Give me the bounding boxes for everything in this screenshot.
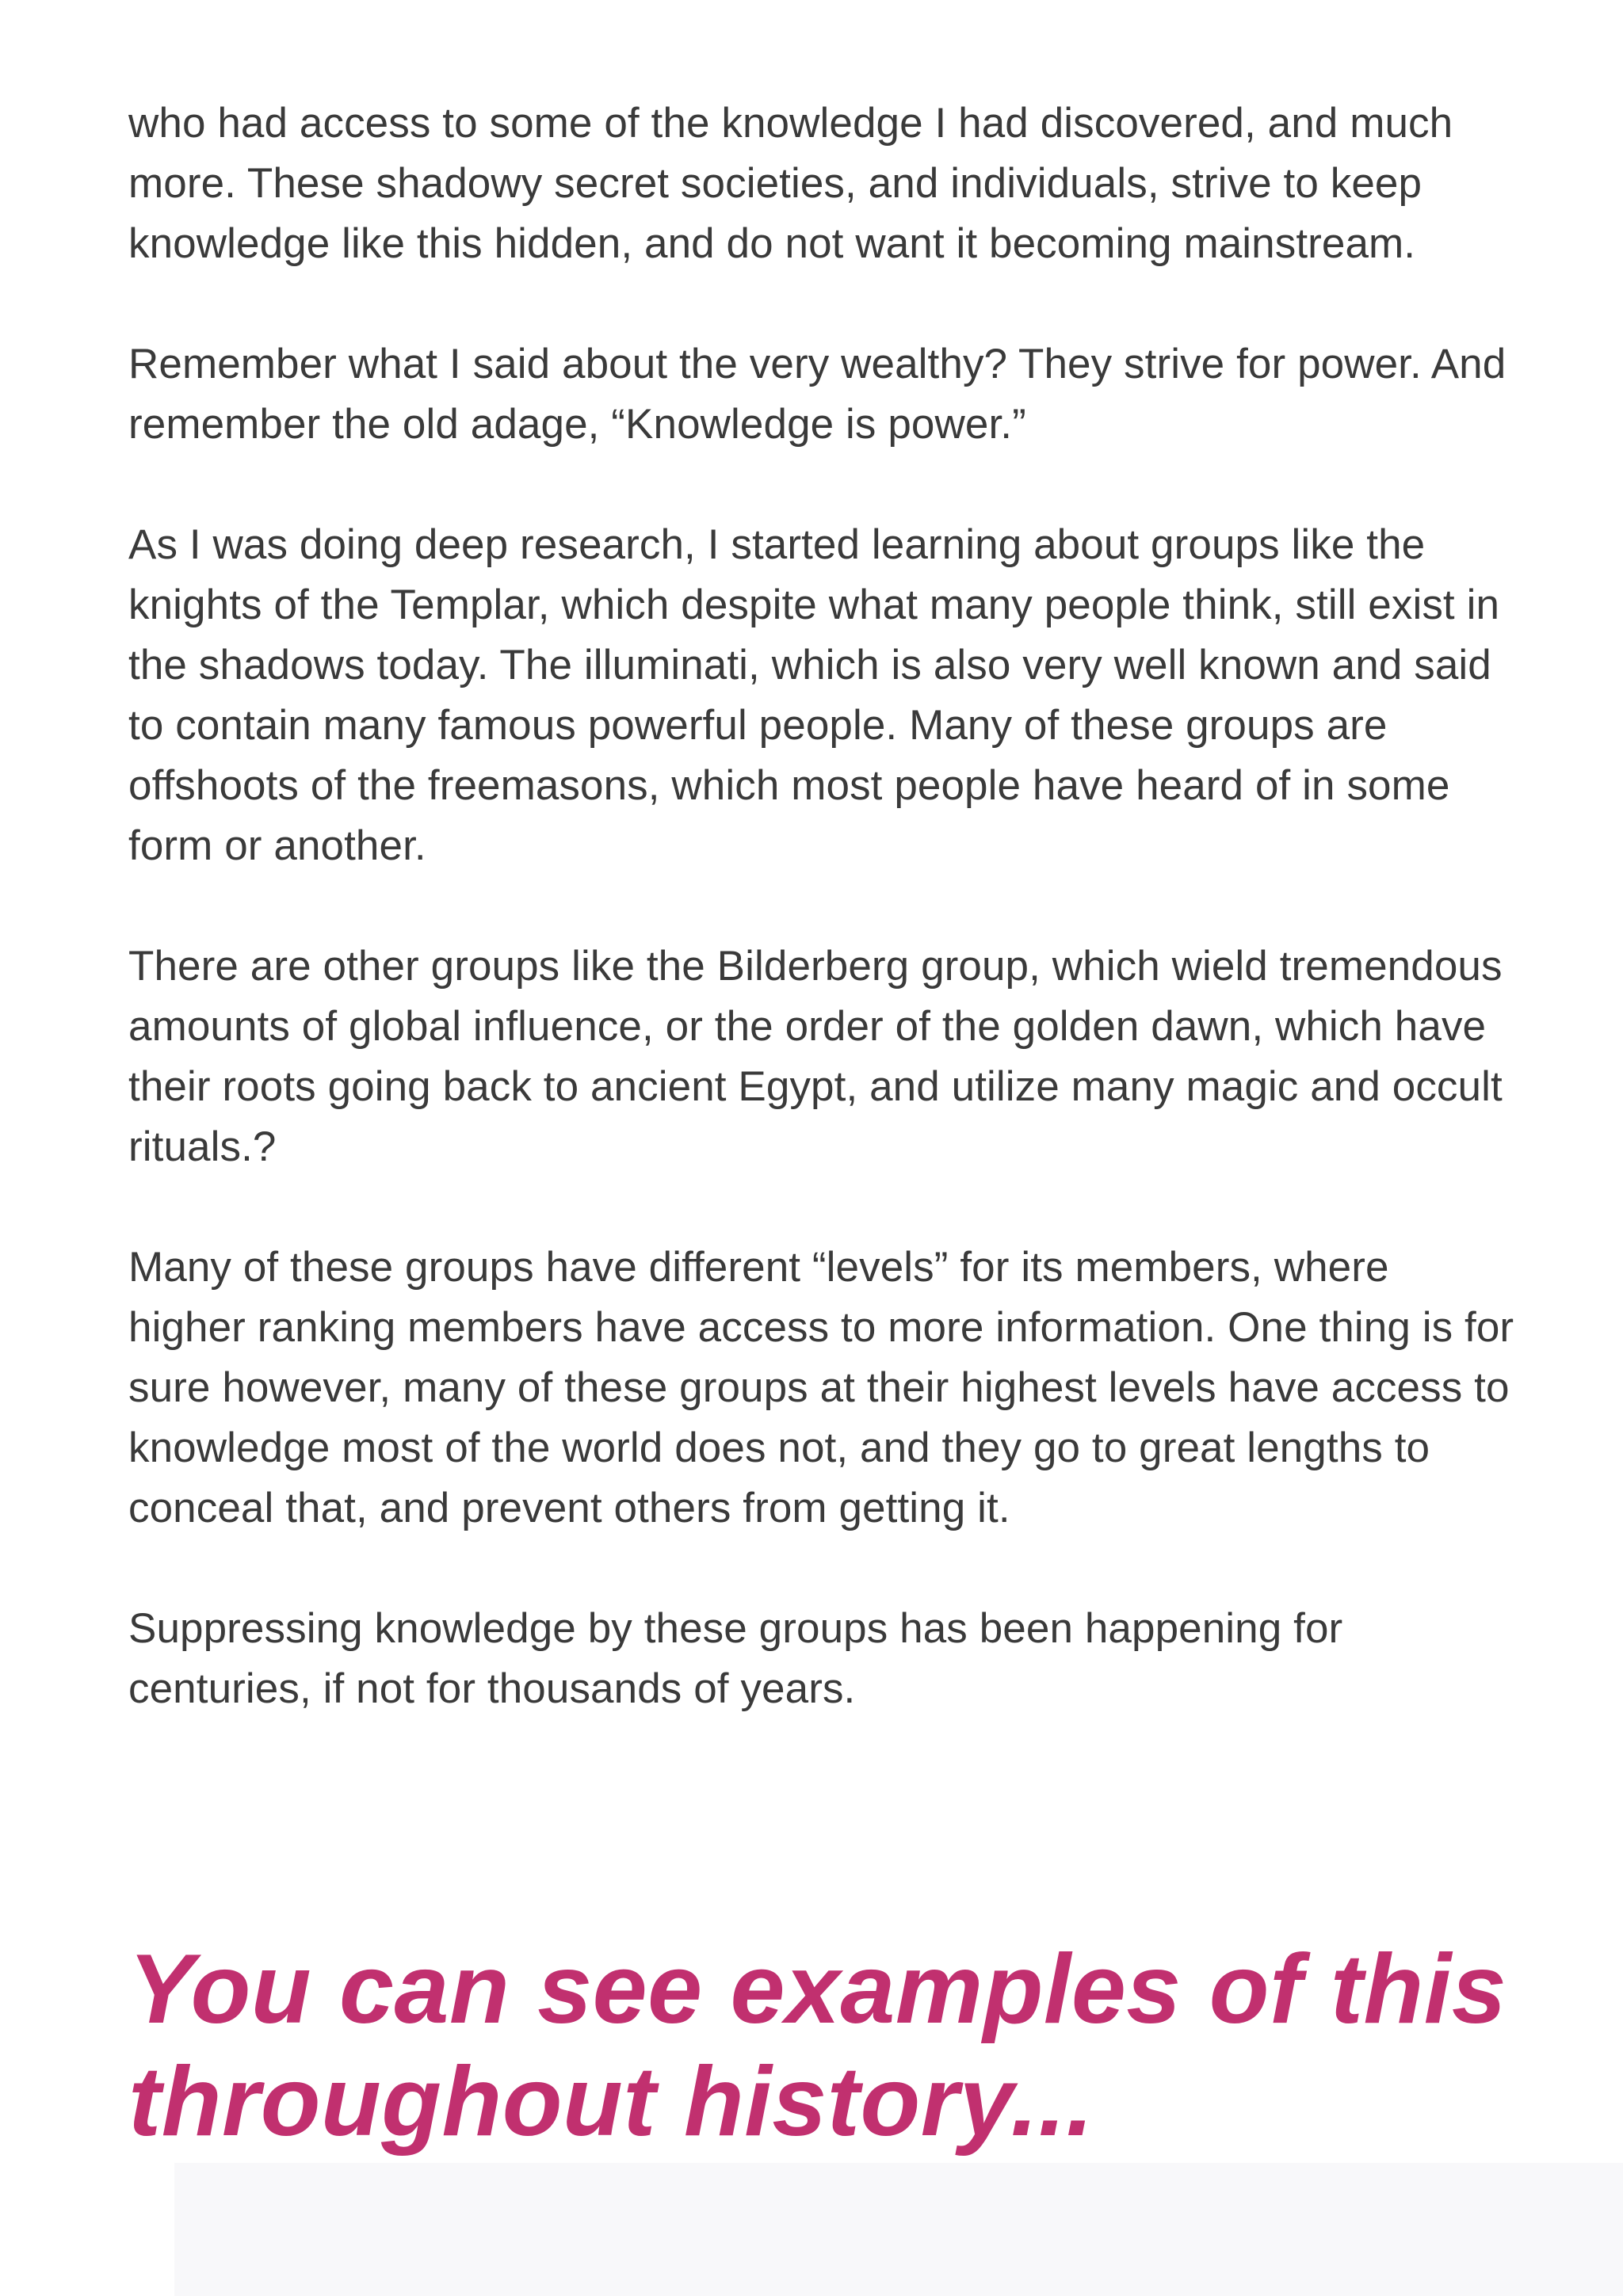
bottom-panel bbox=[174, 2163, 1623, 2296]
section-heading: You can see examples of this throughout history... bbox=[128, 1935, 1507, 2157]
paragraph-knowledge-is-power: Remember what I said about the very wealthy? They strive for power. And remember the old adage, “Knowledge is power.” bbox=[128, 341, 1507, 448]
paragraph-suppressing-knowledge: Suppressing knowledge by these groups has been happening for centuries, if not for thousands of years. bbox=[128, 1605, 1343, 1712]
paragraph-templar-illuminati: As I was doing deep research, I started learning about groups like the knights of the Templar, which despite what many people think, still exist in the shadows today. The illuminati, which is also very well known and said to contain many famous powerful people. Many of these groups are offshoots of the freemasons, which most people have heard of in some form or another. bbox=[128, 521, 1500, 869]
paragraph-bilderberg-golden-dawn: There are other groups like the Bilderberg group, which wield tremendous amounts of global influence, or the order of the golden dawn, which have their roots going back to ancient Egypt, and utilize many magic and occult rituals.? bbox=[128, 943, 1503, 1170]
body-text bbox=[128, 93, 1515, 1719]
paragraph-secret-societies: who had access to some of the knowledge I had discovered, and much more. These shadowy secret societies, and individuals, strive to keep knowledge like this hidden, and do not want it becoming mainstream. bbox=[128, 100, 1453, 267]
paragraph-levels: Many of these groups have different “levels” for its members, where higher ranking members have access to more information. One thing is for sure however, many of these groups at their highest levels have access to knowledge most of the world does not, and they go to great lengths to conceal that, and prevent others from getting it. bbox=[128, 1244, 1514, 1531]
